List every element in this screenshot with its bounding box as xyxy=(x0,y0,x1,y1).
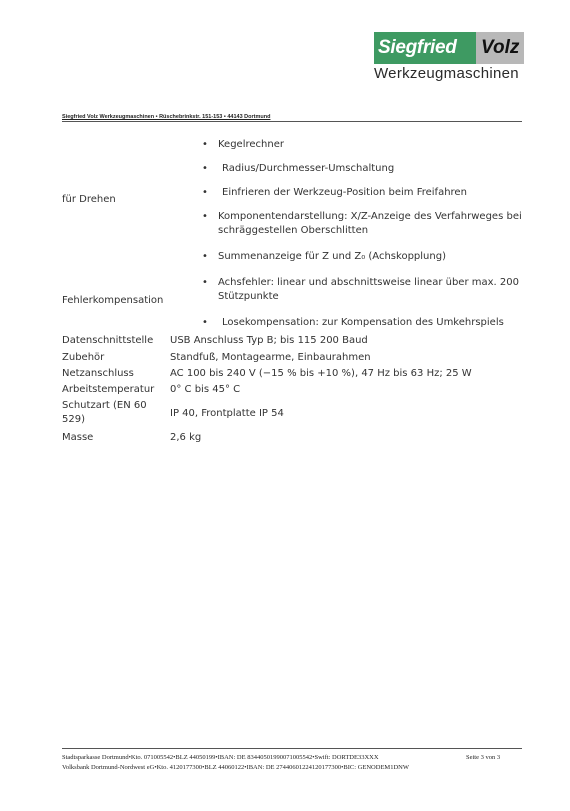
bullet-icon: • xyxy=(202,211,208,222)
footer-divider xyxy=(62,748,522,749)
bullet-icon: • xyxy=(202,317,208,328)
logo-subtitle: Werkzeugmaschinen xyxy=(374,65,519,82)
logo-siegfried: Siegfried xyxy=(374,32,476,64)
logo-volz: Volz xyxy=(476,32,524,64)
bullet-icon: • xyxy=(202,277,208,288)
footer-bank-line-1: Stadtsparkasse Dortmund•Kto. 071005542•BLZ 44050199•IBAN: DE 83440501990071005542•Swift: DORTDE33XXX xyxy=(62,754,379,761)
bullet-icon: • xyxy=(202,163,208,174)
section-label-drehen: für Drehen xyxy=(62,194,116,205)
section-label-fehlerkompensation: Fehlerkompensation xyxy=(62,295,164,306)
bullet-icon: • xyxy=(202,187,208,198)
footer-bank-line-2: Volksbank Dortmund-Nordwest eG•Kto. 4120177300•BLZ 44060122•IBAN: DE 27440601224120177300•BIC: GENODEM1DNW xyxy=(62,764,409,771)
sender-address-line: Siegfried Volz Werkzeugmaschinen • Rüschebrinkstr. 151-153 • 44143 Dortmund xyxy=(62,114,271,120)
page-number: Seite 3 von 3 xyxy=(466,754,501,761)
bullet-icon: • xyxy=(202,251,208,262)
header-divider xyxy=(62,121,522,122)
bullet-icon: • xyxy=(202,139,208,150)
company-logo xyxy=(374,32,524,82)
